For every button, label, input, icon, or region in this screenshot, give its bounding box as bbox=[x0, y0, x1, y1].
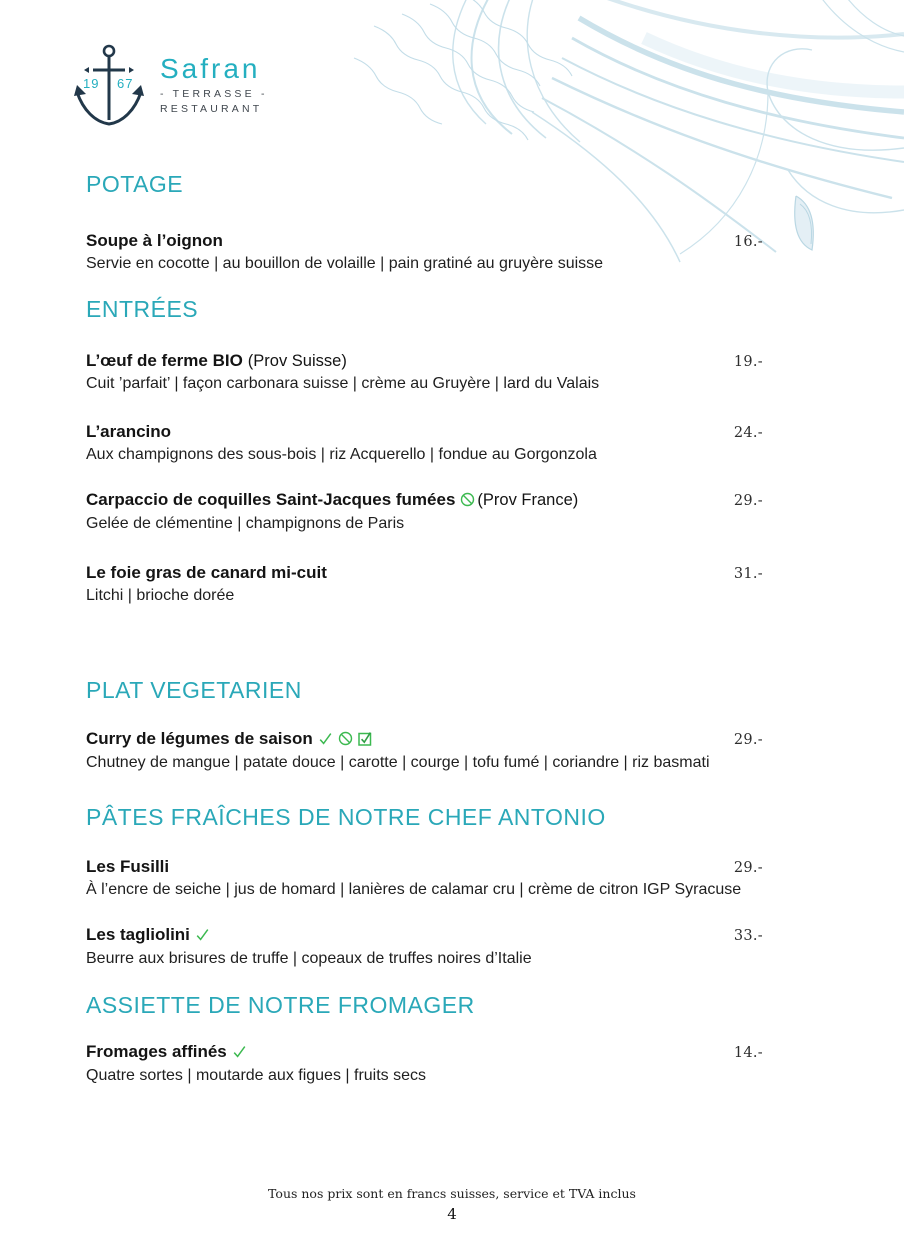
menu-item-fromages bbox=[86, 1041, 818, 1086]
item-name: L’œuf de ferme BIO bbox=[86, 351, 243, 370]
item-price: 33.- bbox=[733, 928, 763, 944]
green-check-icon bbox=[318, 730, 333, 751]
item-description: Beurre aux brisures de truffe | copeaux de truffes noires d’Italie bbox=[86, 950, 532, 967]
logo-year-left: 19 bbox=[83, 76, 100, 91]
no-sign-icon bbox=[338, 730, 353, 751]
item-price: 19.- bbox=[733, 354, 763, 370]
menu-item-foie-gras bbox=[86, 562, 818, 606]
no-sign-icon bbox=[460, 491, 475, 512]
item-price: 29.- bbox=[733, 860, 763, 876]
item-price: 31.- bbox=[733, 566, 763, 582]
green-check-icon bbox=[232, 1043, 247, 1064]
item-description: Cuit ’parfait’ | façon carbonara suisse | crème au Gruyère | lard du Valais bbox=[86, 375, 600, 392]
menu-item-soupe bbox=[86, 230, 818, 274]
section-title-entrees: ENTRÉES bbox=[86, 296, 199, 322]
item-name: Carpaccio de coquilles Saint-Jacques fumées bbox=[86, 490, 456, 509]
green-check-icon bbox=[195, 926, 210, 947]
item-description: Aux champignons des sous-bois | riz Acquerello | fondue au Gorgonzola bbox=[86, 446, 597, 463]
item-name: Les tagliolini bbox=[86, 925, 190, 944]
item-name: Les Fusilli bbox=[86, 857, 170, 876]
logo-text bbox=[160, 54, 268, 115]
section-title-pates: PÂTES FRAÎCHES DE NOTRE CHEF ANTONIO bbox=[86, 804, 606, 830]
checked-box-icon bbox=[358, 730, 373, 751]
page-number: 4 bbox=[447, 1205, 457, 1223]
menu-item-curry bbox=[86, 728, 818, 773]
item-badges bbox=[190, 925, 210, 944]
brand-name: Safran bbox=[160, 53, 261, 84]
item-price: 16.- bbox=[733, 234, 763, 250]
item-name: Curry de légumes de saison bbox=[86, 729, 313, 748]
brand-tagline-restaurant: RESTAURANT bbox=[160, 103, 263, 115]
item-note: (Prov Suisse) bbox=[247, 352, 347, 370]
item-description: Gelée de clémentine | champignons de Paris bbox=[86, 515, 405, 532]
item-badges bbox=[227, 1042, 247, 1061]
item-name: Le foie gras de canard mi-cuit bbox=[86, 563, 327, 582]
menu-item-arancino bbox=[86, 421, 818, 465]
item-price: 29.- bbox=[733, 732, 763, 748]
item-note: (Prov France) bbox=[477, 491, 579, 509]
menu-item-carpaccio bbox=[86, 489, 818, 534]
footer-note: Tous nos prix sont en francs suisses, service et TVA inclus bbox=[268, 1186, 636, 1201]
item-price: 14.- bbox=[733, 1045, 763, 1061]
item-description: Servie en cocotte | au bouillon de volaille | pain gratiné au gruyère suisse bbox=[86, 255, 604, 272]
brand-tagline-terrasse: - TERRASSE - bbox=[160, 88, 268, 100]
logo-year-right: 67 bbox=[117, 76, 134, 91]
item-description: Quatre sortes | moutarde aux figues | fruits secs bbox=[86, 1067, 427, 1084]
section-title-potage: POTAGE bbox=[86, 171, 184, 197]
item-name: Soupe à l’oignon bbox=[86, 231, 223, 250]
menu-item-oeuf bbox=[86, 350, 818, 394]
item-price: 29.- bbox=[733, 493, 763, 509]
menu-item-tagliolini bbox=[86, 924, 818, 969]
restaurant-logo bbox=[73, 40, 293, 140]
menu-content bbox=[0, 170, 904, 1086]
item-description: Chutney de mangue | patate douce | carotte | courge | tofu fumé | coriandre | riz basmati bbox=[86, 754, 710, 771]
item-description: Litchi | brioche dorée bbox=[86, 587, 235, 604]
menu-item-fusilli bbox=[86, 856, 818, 900]
item-badges bbox=[455, 490, 475, 509]
item-badges bbox=[313, 729, 373, 748]
item-name: L’arancino bbox=[86, 422, 172, 441]
section-title-plat-vegetarien: PLAT VEGETARIEN bbox=[86, 677, 302, 703]
item-description: À l’encre de seiche | jus de homard | lanières de calamar cru | crème de citron IGP Syracuse bbox=[86, 881, 742, 898]
item-price: 24.- bbox=[733, 425, 763, 441]
item-name: Fromages affinés bbox=[86, 1042, 227, 1061]
section-title-fromager: ASSIETTE DE NOTRE FROMAGER bbox=[86, 992, 475, 1018]
